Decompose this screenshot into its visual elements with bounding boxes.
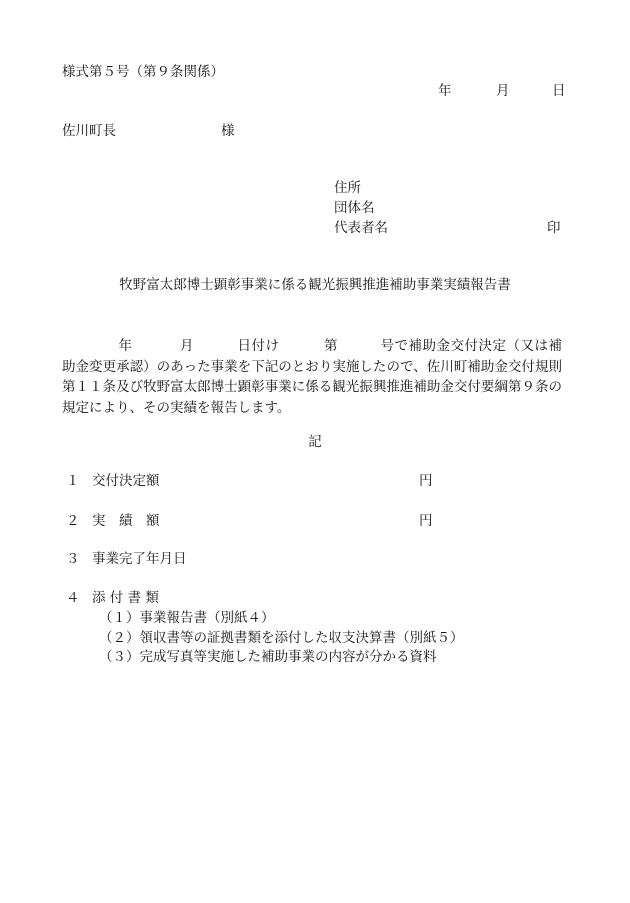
body-paragraph: [62, 336, 562, 418]
date-day-label: 日: [552, 83, 566, 99]
item-label-attachments: 添 付 書 類: [92, 590, 159, 606]
attachment-item: （３）完成写真等実施した補助事業の内容が分かる資料: [99, 649, 437, 665]
attachment-item: （１）事業報告書（別紙４）: [99, 610, 275, 626]
addressee-name: 佐川町長: [62, 123, 116, 139]
ki-heading: 記: [308, 434, 322, 450]
body-main: 号で補助金交付決定（又は補助金変更承認）のあった事業を下記のとおり実施したので、佐川町補助金交付規則第１１条及び牧野富太郎博士顕彰事業に係る観光振興推進補助金交付要綱第９条の規定により、その実績を報告します。: [62, 338, 562, 416]
item-number: ４: [66, 590, 80, 606]
item-unit-yen: 円: [419, 473, 433, 489]
form-number: 様式第５号（第９条関係）: [62, 64, 224, 80]
sender-address-label: 住所: [334, 180, 361, 196]
item-number: １: [66, 473, 80, 489]
date-year-label: 年: [438, 83, 452, 99]
document-title: 牧野富太郎博士顕彰事業に係る観光振興推進補助事業実績報告書: [119, 277, 511, 293]
item-label-actual-amount: 実 績 額: [92, 513, 160, 529]
seal-mark: 印: [547, 220, 561, 236]
attachment-item: （２）領収書等の証拠書類を添付した収支決算書（別紙５）: [99, 630, 464, 646]
sender-representative-label: 代表者名: [334, 220, 388, 236]
item-unit-yen: 円: [419, 513, 433, 529]
sender-group-label: 団体名: [334, 200, 375, 216]
item-number: ２: [66, 513, 80, 529]
body-year: 年: [118, 338, 133, 354]
item-label-completion-date: 事業完了年月日: [92, 551, 187, 567]
body-month: 月: [179, 338, 194, 354]
body-dated: 日付け: [237, 338, 280, 354]
item-label-grant-amount: 交付決定額: [92, 473, 160, 489]
item-number: ３: [66, 551, 80, 567]
body-dai: 第: [323, 338, 338, 354]
addressee-honorific: 様: [221, 123, 235, 139]
date-month-label: 月: [496, 83, 510, 99]
